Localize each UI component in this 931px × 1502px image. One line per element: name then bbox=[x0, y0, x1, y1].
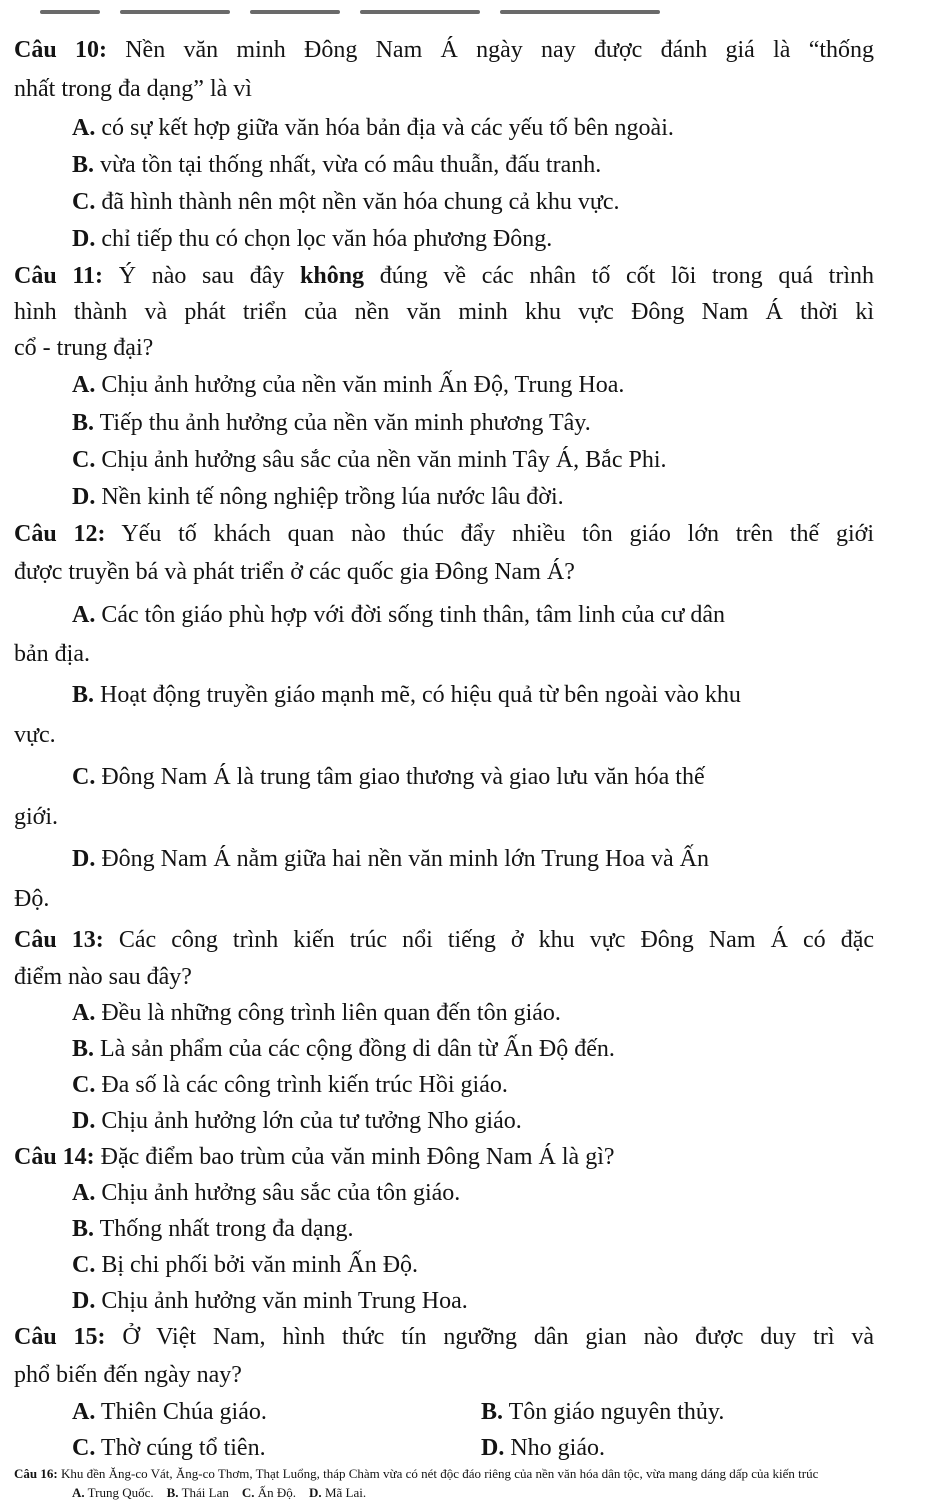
question-label: Câu 15: bbox=[14, 1324, 106, 1350]
question-stem-line: Câu 14: Đặc điểm bao trùm của văn minh Đông Nam Á là gì? bbox=[14, 1144, 615, 1170]
option-d: D. Nho giáo. bbox=[481, 1435, 605, 1461]
question-stem-line: cổ - trung đại? bbox=[14, 335, 154, 361]
option-c: C. Đa số là các công trình kiến trúc Hồi giáo. bbox=[72, 1072, 508, 1098]
option-a: A. Các tôn giáo phù hợp với đời sống tinh thân, tâm linh của cư dân bbox=[72, 602, 725, 628]
option-b: B. Hoạt động truyền giáo mạnh mẽ, có hiệu quả từ bên ngoài vào khu bbox=[72, 682, 741, 708]
option-d-cont: Độ. bbox=[14, 886, 50, 912]
question-stem-line: Câu 10: Nền văn minh Đông Nam Á ngày nay được đánh giá là “thống bbox=[14, 37, 875, 63]
question-label: Câu 11: bbox=[14, 263, 104, 289]
question-label: Câu 14: bbox=[14, 1144, 95, 1170]
question-stem-line: được truyền bá và phát triển ở các quốc gia Đông Nam Á? bbox=[14, 559, 575, 585]
options-row-cd bbox=[0, 1428, 931, 1468]
option-d: D. Nền kinh tế nông nghiệp trồng lúa nước lâu đời. bbox=[72, 484, 564, 510]
option-c: C. đã hình thành nên một nền văn hóa chung cả khu vực. bbox=[72, 189, 620, 215]
options-row-ab bbox=[0, 1392, 931, 1432]
option-b: B. Là sản phẩm của các cộng đồng di dân từ Ấn Độ đến. bbox=[72, 1036, 615, 1062]
option-b-cont: vực. bbox=[14, 722, 56, 748]
option-c: C. Ấn Độ. bbox=[241, 1485, 297, 1500]
question-stem-line: Câu 16: Khu đền Ăng-co Vát, Ăng-co Thơm, Thạt Luổng, tháp Chàm vừa có nét độc đáo riêng của nền văn hóa dân tộc, vừa mang dáng dấp của kiến trúc bbox=[14, 1466, 819, 1481]
option-d: D. Chịu ảnh hưởng lớn của tư tưởng Nho giáo. bbox=[72, 1108, 522, 1134]
question-stem-line: hình thành và phát triển của nền văn minh khu vực Đông Nam Á thời kì bbox=[14, 299, 874, 325]
question-stem-line: Câu 13: Các công trình kiến trúc nổi tiếng ở khu vực Đông Nam Á có đặc bbox=[14, 927, 874, 953]
question-stem-line: Câu 12: Yếu tố khách quan nào thúc đẩy nhiều tôn giáo lớn trên thế giới bbox=[14, 521, 875, 547]
option-c-cont: giới. bbox=[14, 804, 59, 830]
question-stem-line: điểm nào sau đây? bbox=[14, 964, 192, 990]
option-d: D. chỉ tiếp thu có chọn lọc văn hóa phương Đông. bbox=[72, 226, 553, 252]
option-d: D. Mã bbox=[309, 1485, 343, 1500]
options-row: A. Trung Quốc. B. Thái Lan C. Ấn Độ. D. Mã Lai. bbox=[72, 1485, 367, 1500]
option-a: A. Đều là những công trình liên quan đến tôn giáo. bbox=[72, 1000, 561, 1026]
question-label: Câu 12: bbox=[14, 521, 106, 547]
option-c: C. Bị chi phối bởi văn minh Ấn Độ. bbox=[72, 1252, 419, 1278]
option-b: B. vừa tồn tại thống nhất, vừa có mâu thuẫn, đấu tranh. bbox=[72, 152, 602, 178]
option-a: A. Trung Quốc. bbox=[72, 1485, 154, 1500]
option-d: D. Đông Nam Á nằm giữa hai nền văn minh lớn Trung Hoa và Ấn bbox=[72, 846, 709, 872]
question-16 bbox=[0, 1464, 931, 1502]
option-a: A. có sự kết hợp giữa văn hóa bản địa và các yếu tố bên ngoài. bbox=[72, 115, 674, 141]
option-c: C. Đông Nam Á là trung tâm giao thương và giao lưu văn hóa thế bbox=[72, 764, 705, 790]
option-b: B. Tôn giáo nguyên thủy. bbox=[481, 1399, 725, 1425]
cropped-text-fragment bbox=[30, 0, 670, 18]
question-label: Câu 13: bbox=[14, 927, 104, 953]
option-b: B. Thái Lan bbox=[166, 1485, 229, 1500]
question-stem-line: Câu 11: Ý nào sau đây không đúng về các nhân tố cốt lõi trong quá trình bbox=[14, 263, 874, 289]
option-a-cont: bản địa. bbox=[14, 641, 90, 667]
question-stem-line: Câu 15: Ở Việt Nam, hình thức tín ngưỡng dân gian nào được duy trì và bbox=[14, 1324, 875, 1350]
option-a: A. Chịu ảnh hưởng sâu sắc của tôn giáo. bbox=[72, 1180, 461, 1206]
option-c: C. Chịu ảnh hưởng sâu sắc của nền văn minh Tây Á, Bắc Phi. bbox=[72, 447, 667, 473]
option-a: A. Chịu ảnh hưởng của nền văn minh Ấn Độ, Trung Hoa. bbox=[72, 372, 625, 398]
question-label: Câu 10: bbox=[14, 37, 107, 63]
option-d: D. Chịu ảnh hưởng văn minh Trung Hoa. bbox=[72, 1288, 468, 1314]
question-stem-line: phổ biến đến ngày nay? bbox=[14, 1362, 242, 1388]
question-stem-line: nhất trong đa dạng” là vì bbox=[14, 76, 252, 102]
option-a: A. Thiên Chúa giáo. bbox=[72, 1399, 267, 1425]
option-b: B. Thống nhất trong đa dạng. bbox=[72, 1216, 354, 1242]
option-b: B. Tiếp thu ảnh hưởng của nền văn minh phương Tây. bbox=[72, 410, 591, 436]
question-label: Câu 16: bbox=[14, 1466, 58, 1481]
option-c: C. Thờ cúng tổ tiên. bbox=[72, 1435, 266, 1461]
